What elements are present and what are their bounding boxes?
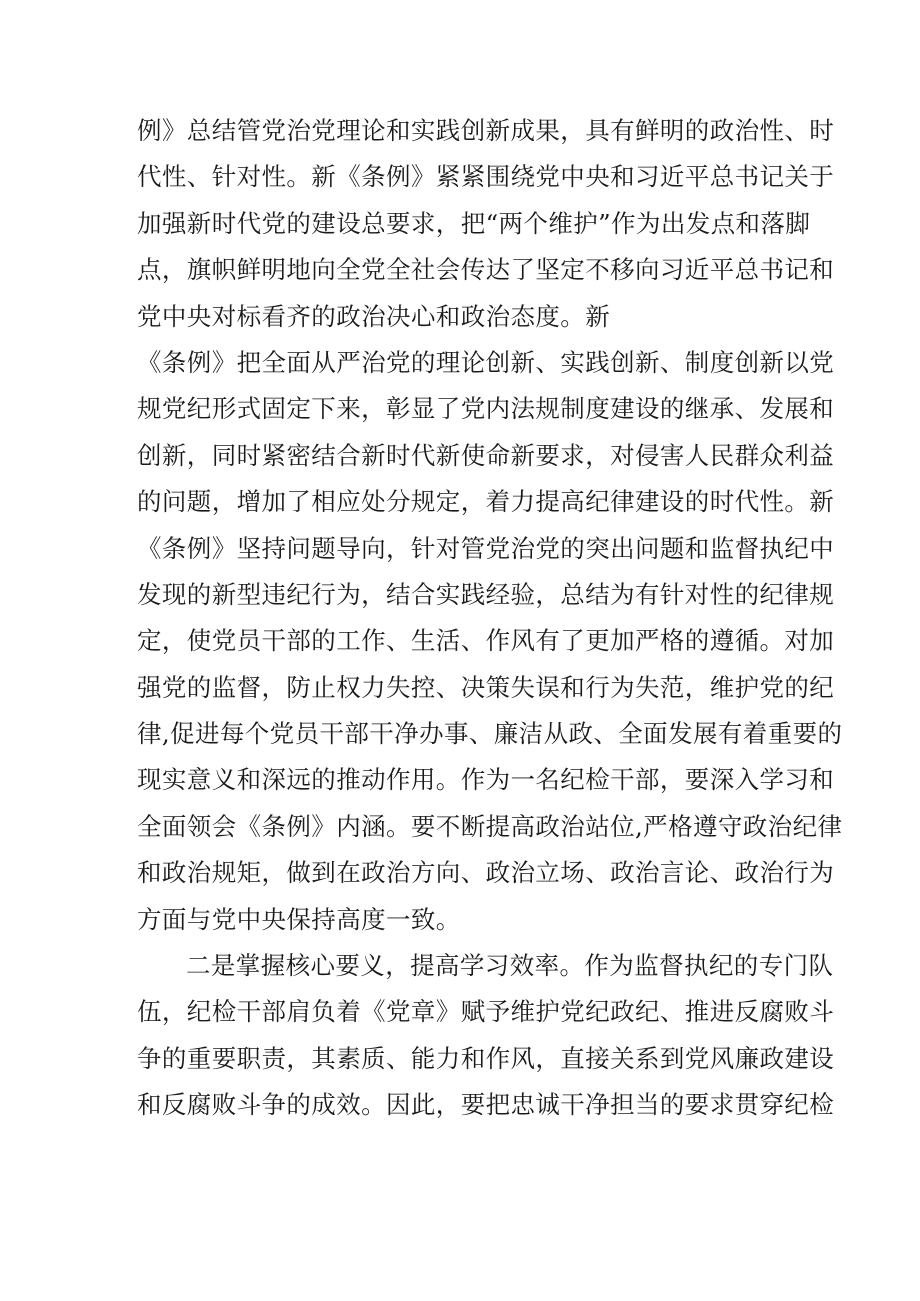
text-line: 创新，同时紧密结合新时代新使命新要求，对侵害人民群众利益 [137,440,835,470]
text-line: 代性、针对性。新《条例》紧紧围绕党中央和习近平总书记关于 [137,162,835,192]
text-line: 定，使党员干部的工作、生活、作风有了更加严格的遵循。对加 [137,626,835,656]
document-body [137,108,843,1129]
text-line: 《条例》把全面从严治党的理论创新、实践创新、制度创新以党 [137,347,835,377]
text-line: 点，旗帜鲜明地向全党全社会传达了坚定不移向习近平总书记和 [137,255,835,285]
text-line: 全面领会《条例》内涵。要不断提高政治站位,严格遵守政治纪律 [137,811,843,841]
text-line: 发现的新型违纪行为，结合实践经验，总结为有针对性的纪律规 [137,579,835,609]
text-line: 加强新时代党的建设总要求，把“两个维护”作为出发点和落脚 [137,208,811,238]
text-line: 规党纪形式固定下来，彰显了党内法规制度建设的继承、发展和 [137,394,835,424]
text-line: 和反腐败斗争的成效。因此，要把忠诚干净担当的要求贯穿纪检 [137,1090,835,1120]
text-line: 党中央对标看齐的政治决心和政治态度。新 [137,301,611,331]
text-line: 和政治规矩，做到在政治方向、政治立场、政治言论、政治行为 [137,858,835,888]
text-line: 方面与党中央保持高度一致。 [137,904,461,934]
text-line: 律,促进每个党员干部干净办事、廉洁从政、全面发展有着重要的 [137,719,843,749]
text-line: 例》总结管党治党理论和实践创新成果，具有鲜明的政治性、时 [137,116,835,145]
text-line: 《条例》坚持问题导向，针对管党治党的突出问题和监督执纪中 [137,533,835,563]
text-line: 伍，纪检干部肩负着《党章》赋予维护党纪政纪、推进反腐败斗 [137,997,835,1027]
paragraph-start-line: 二是掌握核心要义，提高学习效率。作为监督执纪的专门队 [186,951,834,981]
text-line: 强党的监督，防止权力失控、决策失误和行为失范，维护党的纪 [137,672,835,702]
text-line: 的问题，增加了相应处分规定，着力提高纪律建设的时代性。新 [137,487,835,517]
text-line: 争的重要职责，其素质、能力和作风，直接关系到党风廉政建设 [137,1043,835,1073]
text-line: 现实意义和深远的推动作用。作为一名纪检干部，要深入学习和 [137,765,835,795]
